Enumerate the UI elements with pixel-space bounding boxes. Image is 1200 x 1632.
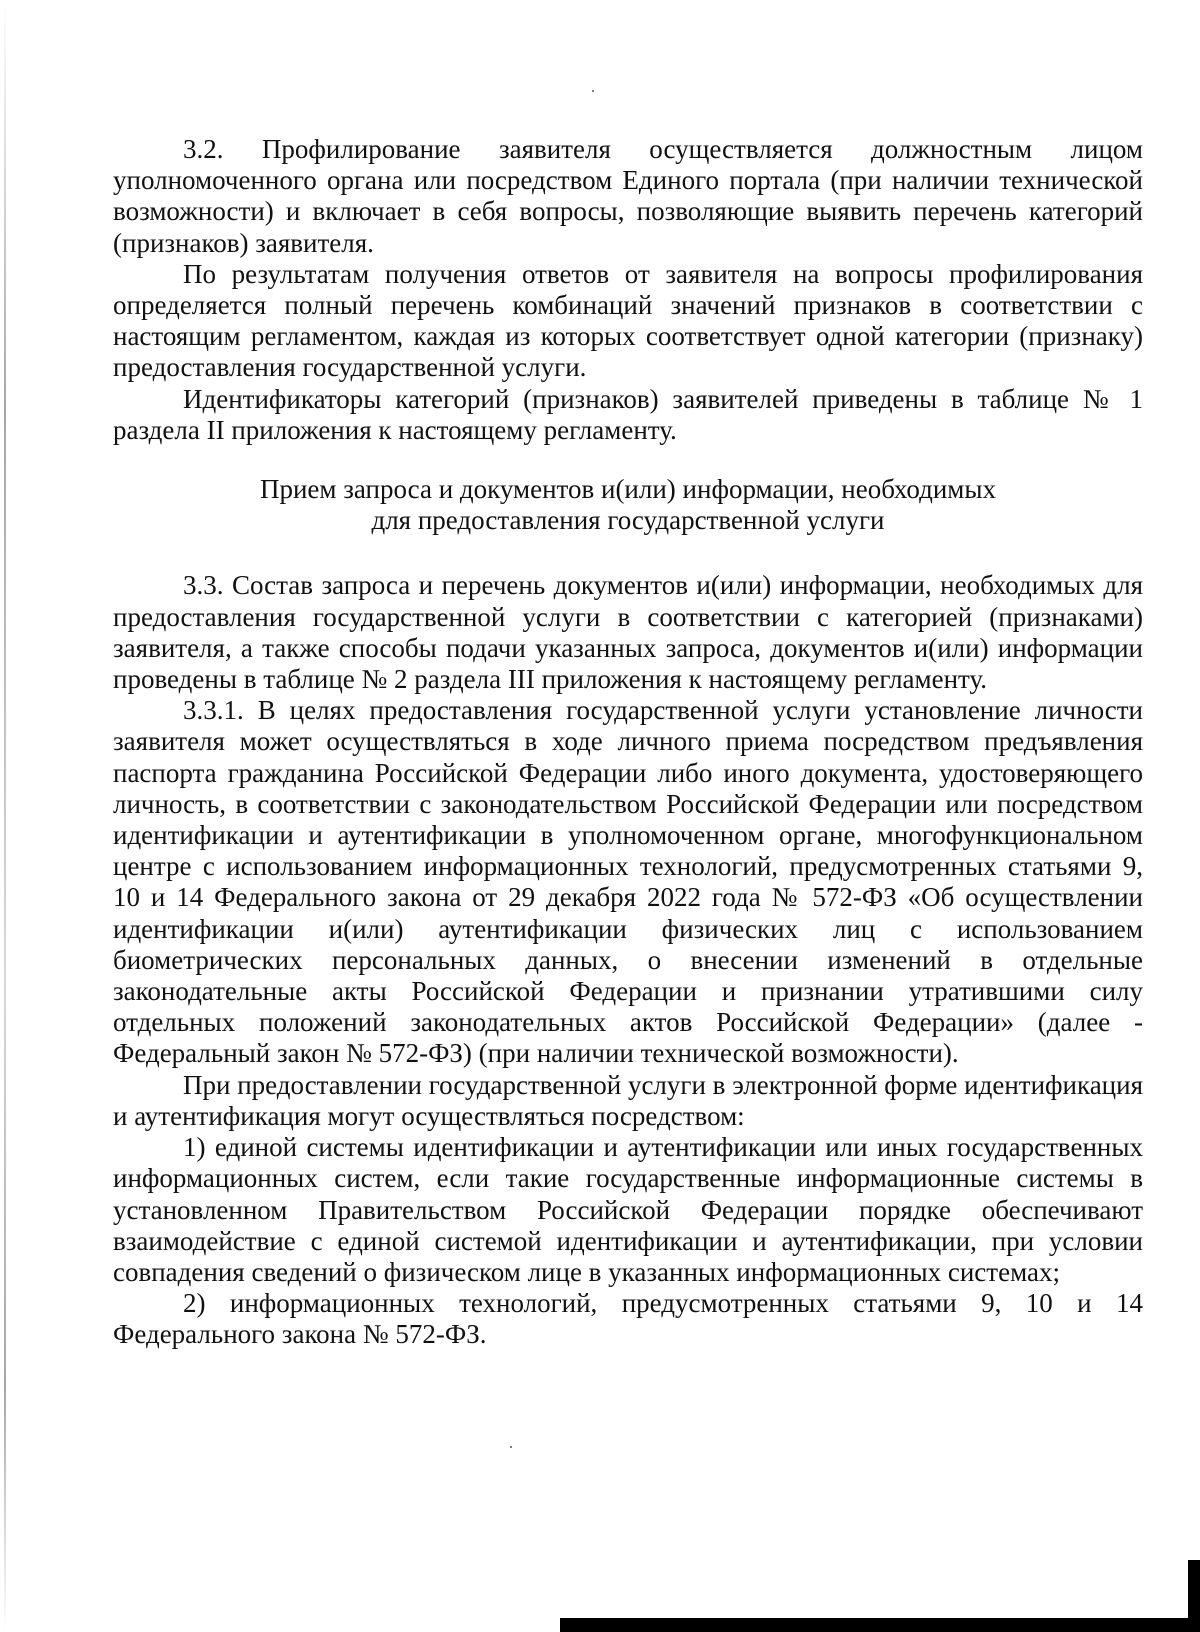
list-item-1: 1) единой системы идентификации и аутентификации или иных государственных информационных систем, если такие государственные информационные системы в установленном Правительством Российской Федерации порядке обеспечивают взаимодействие с единой системой идентификации и аутентификации, при условии совпадения сведений о физическом лице в указанных информационных системах; xyxy=(113,1132,1143,1287)
section-heading xyxy=(113,474,1143,536)
paragraph-3-3-1: 3.3.1. В целях предоставления государственной услуги установление личности заявителя может осуществляться в ходе личного приема посредством предъявления паспорта гражданина Российской Федерации либо иного документа, удостоверяющего личность, в соответствии с законодательством Российской Федерации или посредством идентификации и аутентификации в уполномоченном органе, многофункциональном центре с использованием информационных технологий, предусмотренных статьями 9, 10 и 14 Федерального закона от 29 декабря 2022 года № 572-ФЗ «Об осуществлении идентификации и(или) аутентификации физических лиц с использованием биометрических персональных данных, о внесении изменений в отдельные законодательные акты Российской Федерации и признании утратившими силу отдельных положений законодательных актов Российской Федерации» (далее - Федеральный закон № 572-ФЗ) (при наличии технической возможности). xyxy=(113,695,1143,1069)
paragraph-3-3: 3.3. Состав запроса и перечень документов и(или) информации, необходимых для предоставления государственной услуги в соответствии с категорией (признаками) заявителя, а также способы подачи указанных запроса, документов и(или) информации проведены в таблице № 2 раздела III приложения к настоящему регламенту. xyxy=(113,570,1143,695)
paragraph-electronic-form: При предоставлении государственной услуги в электронной форме идентификация и аутентификация могут осуществляться посредством: xyxy=(113,1069,1143,1131)
scan-bottom-edge-bar xyxy=(560,1618,1200,1632)
section-heading-line-1: Прием запроса и документов и(или) информации, необходимых xyxy=(259,474,997,505)
document-body xyxy=(113,134,1143,1351)
scan-corner-mark xyxy=(1188,1560,1200,1632)
section-heading-line-2: для предоставления государственной услуги xyxy=(371,505,885,536)
scan-left-edge-shadow xyxy=(4,0,6,1632)
scan-speck xyxy=(592,90,594,92)
paragraph-3-2: 3.2. Профилирование заявителя осуществляется должностным лицом уполномоченного органа или посредством Единого портала (при наличии технической возможности) и включает в себя вопросы, позволяющие выявить перечень категорий (признаков) заявителя. xyxy=(113,134,1143,258)
list-item-2: 2) информационных технологий, предусмотренных статьями 9, 10 и 14 Федерального закона № 572-ФЗ. xyxy=(113,1288,1143,1350)
scan-speck xyxy=(510,1446,512,1448)
paragraph-profiling-results: По результатам получения ответов от заявителя на вопросы профилирования определяется полный перечень комбинаций значений признаков в соответствии с настоящим регламентом, каждая из которых соответствует одной категории (признаку) предоставления государственной услуги. xyxy=(113,258,1143,383)
paragraph-identifiers: Идентификаторы категорий (признаков) заявителей приведены в таблице № 1 раздела II приложения к настоящему регламенту. xyxy=(113,383,1143,445)
